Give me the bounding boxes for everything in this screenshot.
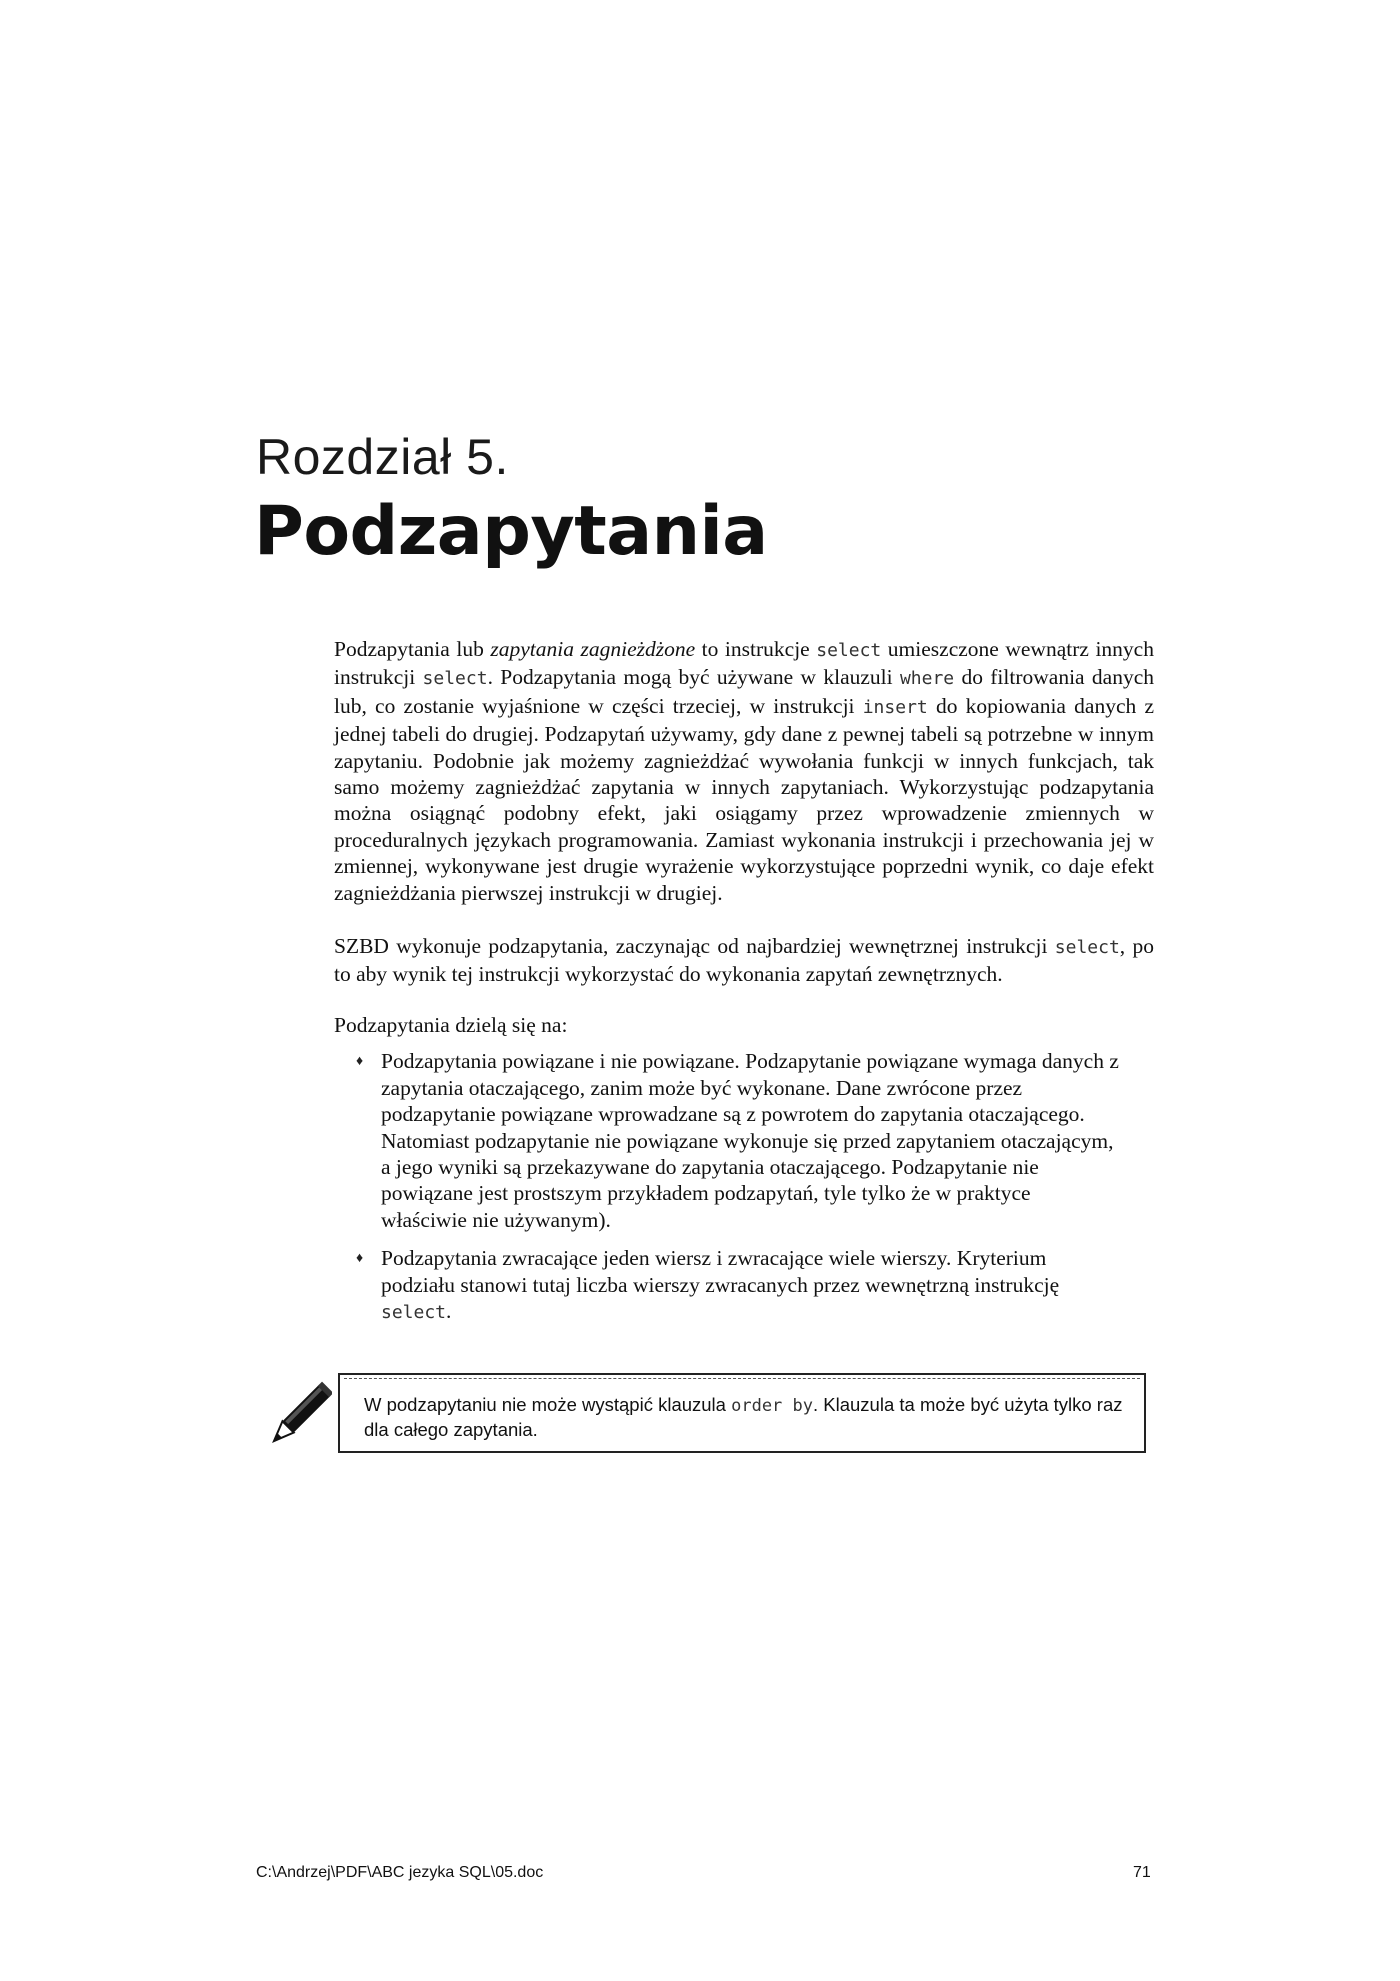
list-item: ♦ Podzapytania zwracające jeden wiersz i zwracające wiele wierszy. Kryterium podziału stanowi tutaj liczba wierszy zwracanych przez wewnętrzną instrukcję select. (356, 1246, 1060, 1323)
note-text: W podzapytaniu nie może wystąpić klauzula order by. Klauzula ta może być użyta tylko raz dla całego zapytania. (364, 1394, 1123, 1440)
paragraph-intro: Podzapytania lub zapytania zagnieżdżone to instrukcje select umieszczone wewnątrz innych instrukcji select. Podzapytania mogą być używane w klauzuli where do filtrowania danych lub, co zostanie wyjaśnione w części trzeciej, w instrukcji insert do kopiowania danych z jednej tabeli do drugiej. Podzapytań używamy, gdy dane z pewnej tabeli są potrzebne w innym zapytaniu. Podobnie jak możemy zagnieżdżać wywołania funkcji w innych funkcjach, tak samo możemy zagnieżdżać zapytania w innych zapytaniach. Wykorzystując podzapytania można osiągnąć podobny efekt, jaki osiągamy przez wprowadzenie zmiennych w proceduralnych językach programowania. Zamiast wykonania instrukcji i przechowania jej w zmiennej, wykonywane jest drugie wyrażenie wykorzystujące poprzedni wynik, co daje efekt zagnieżdżania pierwszej instrukcji w drugiej. (334, 637, 1154, 905)
inline-code: select (381, 1301, 447, 1323)
chapter-label: Rozdział 5. (256, 429, 509, 485)
inline-code: select (1054, 937, 1120, 959)
inline-code: where (899, 668, 955, 690)
inline-code: select (422, 668, 488, 690)
inline-code: insert (862, 696, 928, 718)
page-number: 71 (1133, 1864, 1151, 1881)
chapter-title: Podzapytania (254, 492, 768, 571)
pencil-icon (264, 1381, 332, 1453)
bullet-list (334, 1048, 1154, 1326)
note-callout (264, 1373, 1154, 1459)
paragraph-execution-order: SZBD wykonuje podzapytania, zaczynając od najbardziej wewnętrznej instrukcji select, po to aby wynik tej instrukcji wykorzystać do wykonania zapytań zewnętrznych. (334, 934, 1155, 987)
paragraph-categories-intro: Podzapytania dzielą się na: (334, 1012, 568, 1037)
note-box (338, 1373, 1146, 1453)
body-text (334, 636, 1154, 1338)
list-item: ♦ Podzapytania powiązane i nie powiązane. Podzapytanie powiązane wymaga danych z zapytania otaczającego, zanim może być wykonane. Dane zwrócone przez podzapytanie powiązane wprowadzane są z powrotem do zapytania otaczającego. Natomiast podzapytanie nie powiązane wykonuje się przed zapytaniem otaczającym, a jego wyniki są przekazywane do zapytania otaczającego. Podzapytanie nie powiązane jest prostszym przykładem podzapytań, tyle tylko że w praktyce właściwie nie używanym). (356, 1049, 1119, 1232)
emphasis: zapytania zagnieżdżone (490, 637, 696, 661)
diamond-bullet-icon: ♦ (356, 1054, 364, 1070)
inline-code: order by (731, 1396, 813, 1416)
diamond-bullet-icon: ♦ (356, 1251, 364, 1267)
footer-file-path: C:\Andrzej\PDF\ABC jezyka SQL\05.doc (256, 1864, 544, 1881)
inline-code: select (816, 640, 882, 661)
